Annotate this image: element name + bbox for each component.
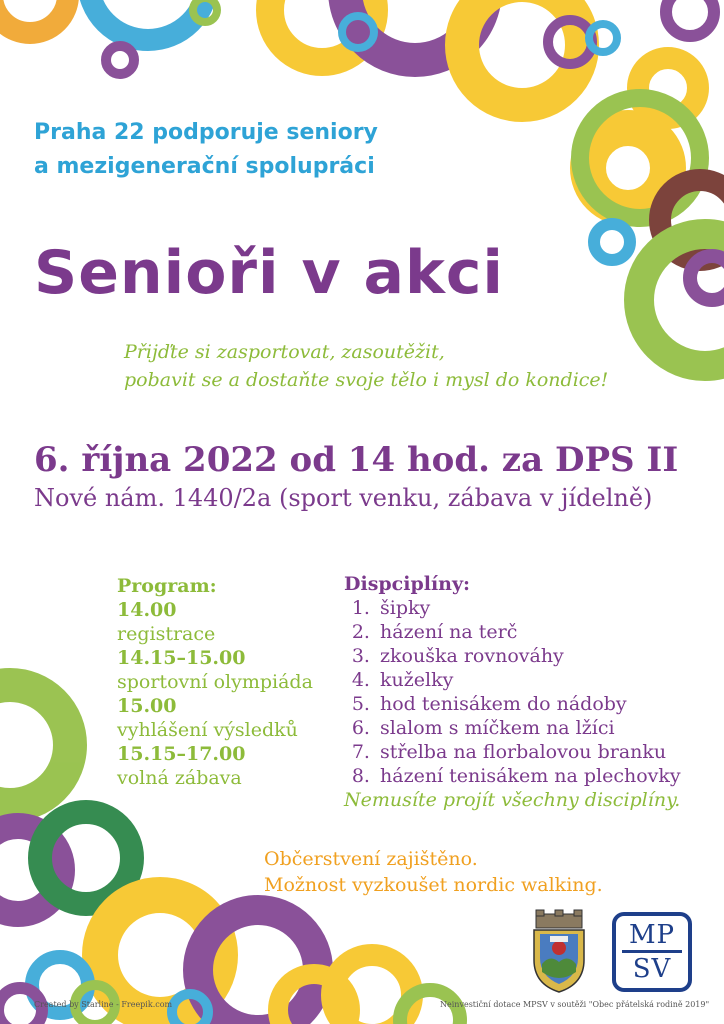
program-time: 14.00 [117, 599, 177, 621]
program-label: volná zábava [117, 767, 242, 789]
mpsv-logo [612, 912, 692, 992]
list-item: 5. hod tenisákem do nádoby [376, 692, 681, 716]
subtitle-line-2: a mezigenerační spolupráci [34, 154, 375, 179]
invitation-text [124, 338, 608, 394]
program-label: vyhlášení výsledků [117, 719, 298, 741]
refreshments-line-1: Občerstvení zajištěno. [264, 848, 478, 870]
event-date: 6. října 2022 od 14 hod. za DPS II [34, 440, 679, 480]
image-credit: Created by Starline - Freepik.com [34, 1000, 173, 1009]
mpsv-logo-divider [622, 950, 682, 953]
disciplines-note: Nemusíte projít všechny disciplíny. [344, 789, 681, 811]
list-item: 3. zkouška rovnováhy [376, 644, 681, 668]
list-item: 6. slalom s míčkem na lžíci [376, 716, 681, 740]
subtitle [34, 116, 378, 184]
invitation-line-1: Přijďte si zasportovat, zasoutěžit, [124, 341, 445, 363]
program-time: 15.00 [117, 695, 177, 717]
list-item: 1. šipky [376, 596, 681, 620]
program-heading: Program: [117, 575, 217, 597]
mpsv-logo-top: MP [628, 920, 676, 950]
program-time: 15.15–17.00 [117, 743, 246, 765]
disciplines-list [344, 596, 681, 788]
subtitle-line-1: Praha 22 podporuje seniory [34, 120, 378, 145]
disciplines-section [344, 572, 681, 812]
list-item: 4. kuželky [376, 668, 681, 692]
event-address: Nové nám. 1440/2a (sport venku, zábava v jídelně) [34, 484, 653, 512]
invitation-line-2: pobavit se a dostaňte svoje tělo i mysl do kondice! [124, 369, 609, 391]
program-section [117, 574, 313, 790]
program-time: 14.15–15.00 [117, 647, 246, 669]
list-item: 7. střelba na florbalovou branku [376, 740, 681, 764]
city-crest-logo [526, 908, 592, 994]
program-label: registrace [117, 623, 216, 645]
list-item: 8. házení tenisákem na plechovky [376, 764, 681, 788]
page-title: Senioři v akci [34, 238, 504, 308]
mpsv-logo-bottom: SV [632, 954, 672, 984]
disciplines-heading: Dispciplíny: [344, 573, 471, 595]
refreshments-line-2: Možnost vyzkoušet nordic walking. [264, 874, 603, 896]
list-item: 2. házení na terč [376, 620, 681, 644]
refreshments-info [264, 846, 603, 898]
grant-note: Neinvestiční dotace MPSV v soutěži "Obec přátelská rodině 2019" [440, 1000, 710, 1009]
program-label: sportovní olympiáda [117, 671, 313, 693]
